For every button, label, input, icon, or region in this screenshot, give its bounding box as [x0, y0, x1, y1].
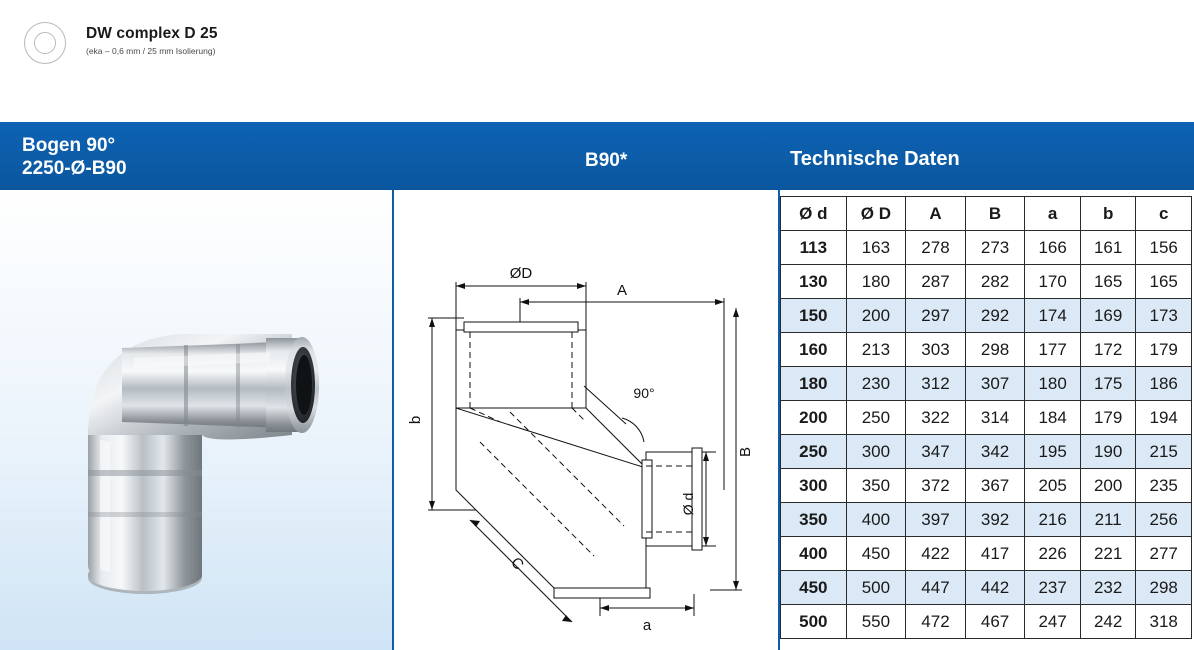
cell-d: 130 [781, 265, 847, 299]
label-outer-diameter: ØD [509, 265, 533, 282]
cell-d: 180 [781, 367, 847, 401]
cell-A: 312 [906, 367, 966, 401]
cell-c: 256 [1136, 503, 1192, 537]
cell-b: 221 [1080, 537, 1136, 571]
table-header-row [781, 197, 1192, 231]
cell-D: 550 [846, 605, 906, 639]
cell-D: 450 [846, 537, 906, 571]
cell-a: 184 [1025, 401, 1081, 435]
cell-b: 200 [1080, 469, 1136, 503]
cell-D: 213 [846, 333, 906, 367]
cell-d: 150 [781, 299, 847, 333]
cell-a: 170 [1025, 265, 1081, 299]
table-row [781, 401, 1192, 435]
cell-c: 186 [1136, 367, 1192, 401]
document-header [0, 0, 1194, 120]
cell-A: 347 [906, 435, 966, 469]
cell-c: 215 [1136, 435, 1192, 469]
cell-b: 242 [1080, 605, 1136, 639]
cell-b: 165 [1080, 265, 1136, 299]
product-subtitle: (eka – 0,6 mm / 25 mm Isolierung) [86, 46, 216, 56]
cell-D: 250 [846, 401, 906, 435]
cell-B: 314 [965, 401, 1025, 435]
cell-A: 303 [906, 333, 966, 367]
cell-d: 250 [781, 435, 847, 469]
cell-A: 372 [906, 469, 966, 503]
cell-D: 180 [846, 265, 906, 299]
column-header-D: Ø D [846, 197, 906, 231]
label-inner-diameter: Ø d [680, 492, 696, 516]
cell-B: 307 [965, 367, 1025, 401]
cell-D: 163 [846, 231, 906, 265]
table-row [781, 469, 1192, 503]
table-row [781, 231, 1192, 265]
cell-d: 160 [781, 333, 847, 367]
cell-d: 500 [781, 605, 847, 639]
technical-data-table [780, 196, 1192, 639]
cell-D: 230 [846, 367, 906, 401]
label-a: a [642, 617, 652, 634]
cell-d: 350 [781, 503, 847, 537]
part-number: 2250-Ø-B90 [22, 158, 127, 179]
technical-drawing-panel [394, 190, 780, 650]
cell-a: 180 [1025, 367, 1081, 401]
cell-a: 247 [1025, 605, 1081, 639]
cell-a: 174 [1025, 299, 1081, 333]
product-title: DW complex D 25 [86, 25, 218, 42]
table-row [781, 265, 1192, 299]
cell-A: 287 [906, 265, 966, 299]
cell-D: 200 [846, 299, 906, 333]
cell-a: 216 [1025, 503, 1081, 537]
table-row [781, 605, 1192, 639]
cell-B: 298 [965, 333, 1025, 367]
column-header-c: c [1136, 197, 1192, 231]
column-header-B: B [965, 197, 1025, 231]
table-row [781, 435, 1192, 469]
cell-a: 166 [1025, 231, 1081, 265]
title-bar [0, 122, 1194, 190]
cell-a: 237 [1025, 571, 1081, 605]
column-header-b: b [1080, 197, 1136, 231]
column-header-A: A [906, 197, 966, 231]
cell-c: 235 [1136, 469, 1192, 503]
cell-B: 367 [965, 469, 1025, 503]
cell-c: 298 [1136, 571, 1192, 605]
cell-A: 447 [906, 571, 966, 605]
column-header-a: a [1025, 197, 1081, 231]
title-bar-left [22, 134, 127, 180]
cell-a: 205 [1025, 469, 1081, 503]
cell-b: 161 [1080, 231, 1136, 265]
cell-d: 113 [781, 231, 847, 265]
cell-b: 172 [1080, 333, 1136, 367]
brand-text-block [86, 25, 218, 57]
elbow-product-image [30, 230, 360, 630]
cell-A: 278 [906, 231, 966, 265]
table-row [781, 571, 1192, 605]
cell-A: 322 [906, 401, 966, 435]
cell-b: 179 [1080, 401, 1136, 435]
cell-b: 232 [1080, 571, 1136, 605]
cell-A: 422 [906, 537, 966, 571]
title-bar-center: B90* [585, 150, 628, 171]
cell-B: 467 [965, 605, 1025, 639]
cell-D: 400 [846, 503, 906, 537]
cell-a: 177 [1025, 333, 1081, 367]
concentric-rings-icon [24, 22, 68, 66]
label-c: C [507, 553, 528, 574]
cell-b: 169 [1080, 299, 1136, 333]
table-row [781, 333, 1192, 367]
cell-c: 277 [1136, 537, 1192, 571]
cell-c: 179 [1136, 333, 1192, 367]
cell-B: 273 [965, 231, 1025, 265]
label-angle: 90° [633, 385, 655, 401]
cell-B: 292 [965, 299, 1025, 333]
cell-a: 226 [1025, 537, 1081, 571]
label-A: A [616, 282, 628, 299]
product-photo-panel [0, 190, 394, 650]
cell-d: 200 [781, 401, 847, 435]
table-row [781, 503, 1192, 537]
title-bar-right: Technische Daten [790, 148, 960, 170]
cell-B: 282 [965, 265, 1025, 299]
cell-A: 397 [906, 503, 966, 537]
cell-b: 211 [1080, 503, 1136, 537]
label-b: b [407, 415, 424, 425]
cell-d: 400 [781, 537, 847, 571]
cell-c: 156 [1136, 231, 1192, 265]
cell-B: 392 [965, 503, 1025, 537]
column-header-d: Ø d [781, 197, 847, 231]
cell-c: 318 [1136, 605, 1192, 639]
cell-B: 417 [965, 537, 1025, 571]
cell-B: 442 [965, 571, 1025, 605]
cell-c: 173 [1136, 299, 1192, 333]
cell-d: 300 [781, 469, 847, 503]
cell-B: 342 [965, 435, 1025, 469]
table-row [781, 367, 1192, 401]
cell-A: 297 [906, 299, 966, 333]
elbow-technical-drawing [394, 190, 778, 650]
cell-D: 350 [846, 469, 906, 503]
cell-b: 175 [1080, 367, 1136, 401]
cell-c: 165 [1136, 265, 1192, 299]
part-name: Bogen 90° [22, 135, 116, 156]
cell-d: 450 [781, 571, 847, 605]
cell-A: 472 [906, 605, 966, 639]
table-row [781, 537, 1192, 571]
cell-D: 300 [846, 435, 906, 469]
label-B: B [737, 446, 754, 458]
cell-b: 190 [1080, 435, 1136, 469]
cell-D: 500 [846, 571, 906, 605]
cell-a: 195 [1025, 435, 1081, 469]
cell-c: 194 [1136, 401, 1192, 435]
table-row [781, 299, 1192, 333]
